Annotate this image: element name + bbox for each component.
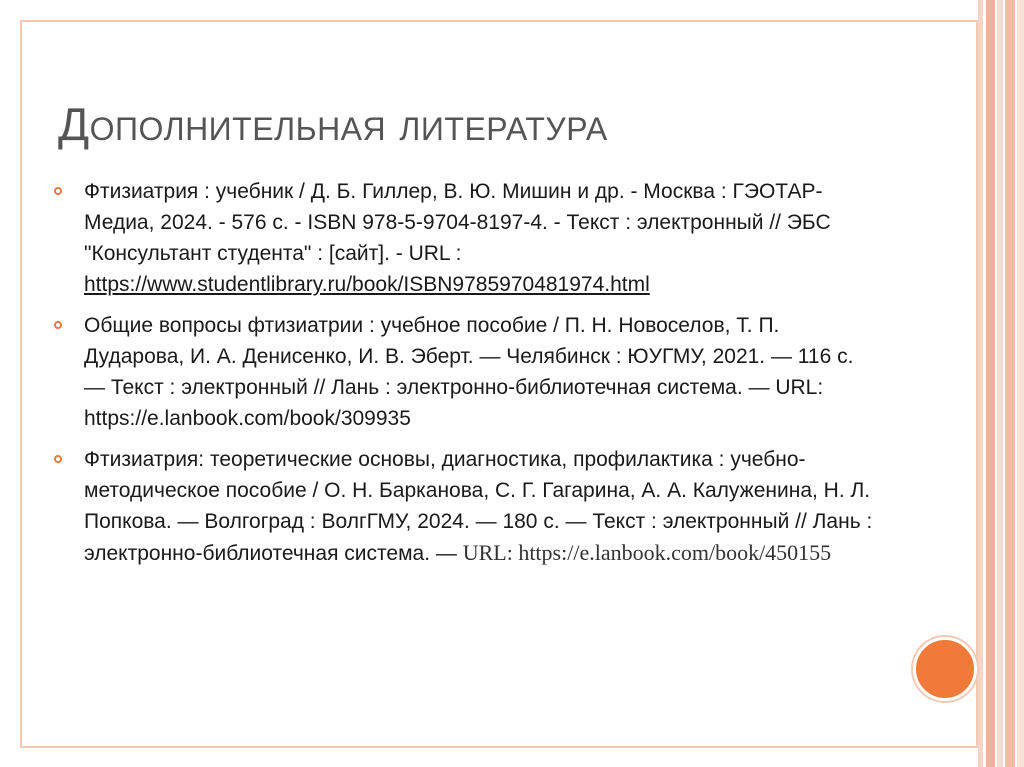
stripe xyxy=(986,0,995,767)
bullet-icon xyxy=(54,187,62,195)
stripe xyxy=(1005,0,1015,767)
reference-url: URL: https://e.lanbook.com/book/450155 xyxy=(462,540,832,565)
reference-item-2 xyxy=(84,310,874,434)
decorative-stripes xyxy=(978,0,1024,767)
stripe xyxy=(997,0,1003,767)
reference-text: Фтизиатрия : учебник / Д. Б. Гиллер, В. Ю. Мишин и др. - Москва : ГЭОТАР-Медиа, 2024. - 576 с. - ISBN 978-5-9704-8197-4. - Текст : электронный // ЭБС "Консультант студента" : [сайт]. - URL : xyxy=(84,180,831,265)
bullet-icon xyxy=(54,321,62,329)
slide-title: Дополнительная литература xyxy=(58,98,608,150)
reference-item-1 xyxy=(84,176,874,300)
reference-item-3 xyxy=(84,444,874,569)
reference-list xyxy=(84,176,874,579)
reference-link[interactable]: https://www.studentlibrary.ru/book/ISBN9785970481974.html xyxy=(84,273,650,296)
reference-text: Фтизиатрия: теоретические основы, диагностика, профилактика : учебно-методическое пособие / О. Н. Барканова, С. Г. Гагарина, А. А. Калуженина, Н. Л. Попкова. — Волгоград : ВолгГМУ, 2024. — 180 с. — Текст : электронный // Лань : электронно-библиотечная система. — xyxy=(84,448,873,565)
reference-text: Общие вопросы фтизиатрии : учебное пособие / П. Н. Новоселов, Т. П. Дударова, И. А. Денисенко, И. В. Эберт. — Челябинск : ЮУГМУ, 2021. — 116 с. — Текст : электронный // Лань : электронно-библиотечная система. — URL: https://e.lanbook.com/book/309935 xyxy=(84,314,854,430)
stripe xyxy=(978,0,983,767)
decorative-circle xyxy=(913,637,977,701)
bullet-icon xyxy=(54,455,62,463)
stripe xyxy=(1017,0,1024,767)
